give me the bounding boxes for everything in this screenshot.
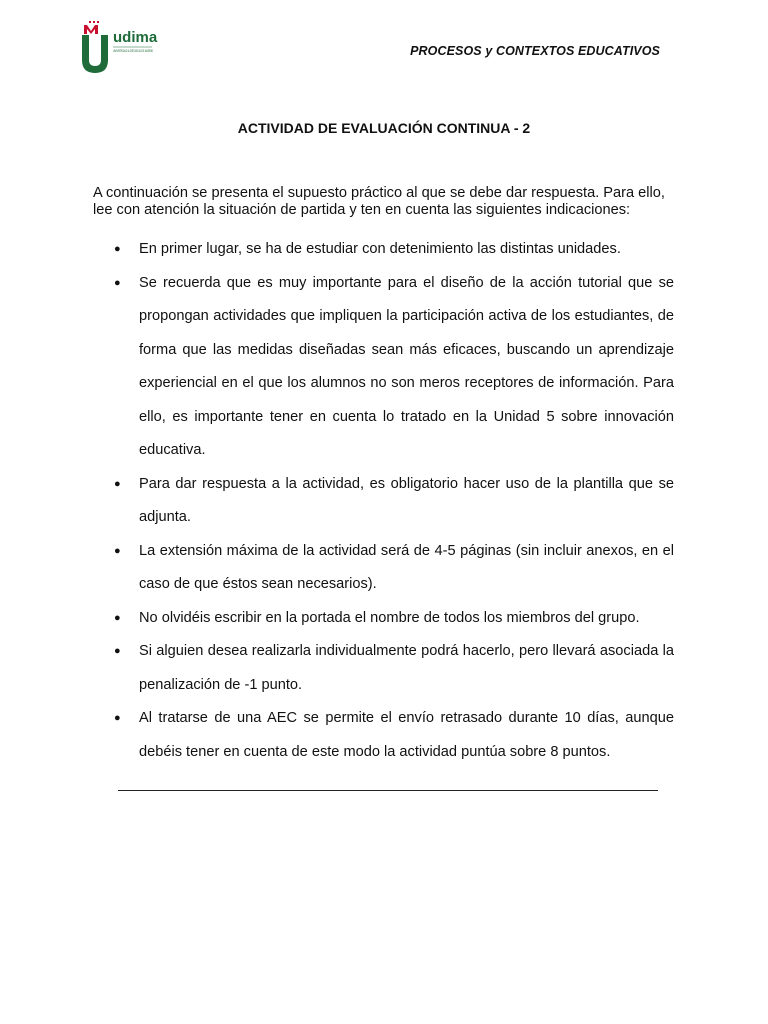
list-item — [108, 267, 674, 468]
course-title: PROCESOS y CONTEXTOS EDUCATIVOS — [410, 44, 660, 58]
list-item — [108, 635, 674, 702]
list-item — [108, 233, 674, 267]
udima-logo — [80, 20, 176, 76]
list-item-text: Para dar respuesta a la actividad, es obligatorio hacer uso de la plantilla que se adjunta. — [139, 475, 674, 525]
list-item-text: Al tratarse de una AEC se permite el envío retrasado durante 10 días, aunque debéis tener en cuenta de este modo la actividad puntúa sobre 8 puntos. — [139, 710, 674, 760]
list-item-text: Se recuerda que es muy importante para el diseño de la acción tutorial que se propongan actividades que impliquen la participación activa de los estudiantes, de forma que las medidas diseñadas sean más eficaces, buscando un aprendizaje experiencial en el que los alumnos no son meros receptores de información. Para ello, es importante tener en cuenta lo tratado en la Unidad 5 sobre innovación educativa. — [139, 274, 674, 458]
bullet-icon: ● — [114, 712, 121, 724]
document-title: ACTIVIDAD DE EVALUACIÓN CONTINUA - 2 — [237, 120, 531, 136]
list-item — [108, 535, 674, 602]
list-item — [108, 702, 674, 769]
bullet-icon: ● — [114, 276, 121, 289]
horizontal-rule — [118, 790, 658, 791]
list-item-text: Si alguien desea realizarla individualmente podrá hacerlo, pero llevará asociada la penalización de -1 punto. — [139, 643, 674, 693]
logo-wordmark: udima — [113, 29, 158, 46]
logo-subtext: UNIVERSIDAD A DISTANCIA DE MADRID — [113, 49, 154, 53]
list-item-text: No olvidéis escribir en la portada el nombre de todos los miembros del grupo. — [139, 609, 640, 626]
list-item-text: La extensión máxima de la actividad será de 4-5 páginas (sin incluir anexos, en el caso de que éstos sean necesarios). — [139, 542, 674, 592]
instruction-list — [108, 233, 674, 769]
bullet-icon: ● — [114, 477, 121, 490]
bullet-icon: ● — [114, 645, 121, 657]
bullet-icon: ● — [114, 243, 121, 255]
bullet-icon: ● — [114, 544, 121, 557]
list-item-text: En primer lugar, se ha de estudiar con detenimiento las distintas unidades. — [139, 241, 621, 257]
intro-paragraph: A continuación se presenta el supuesto práctico al que se debe dar respuesta. Para ello, lee con atención la situación de partida y ten en cuenta las siguientes indicaciones: — [93, 184, 665, 218]
list-item — [108, 602, 674, 636]
bullet-icon: ● — [114, 611, 121, 624]
list-item — [108, 468, 674, 535]
